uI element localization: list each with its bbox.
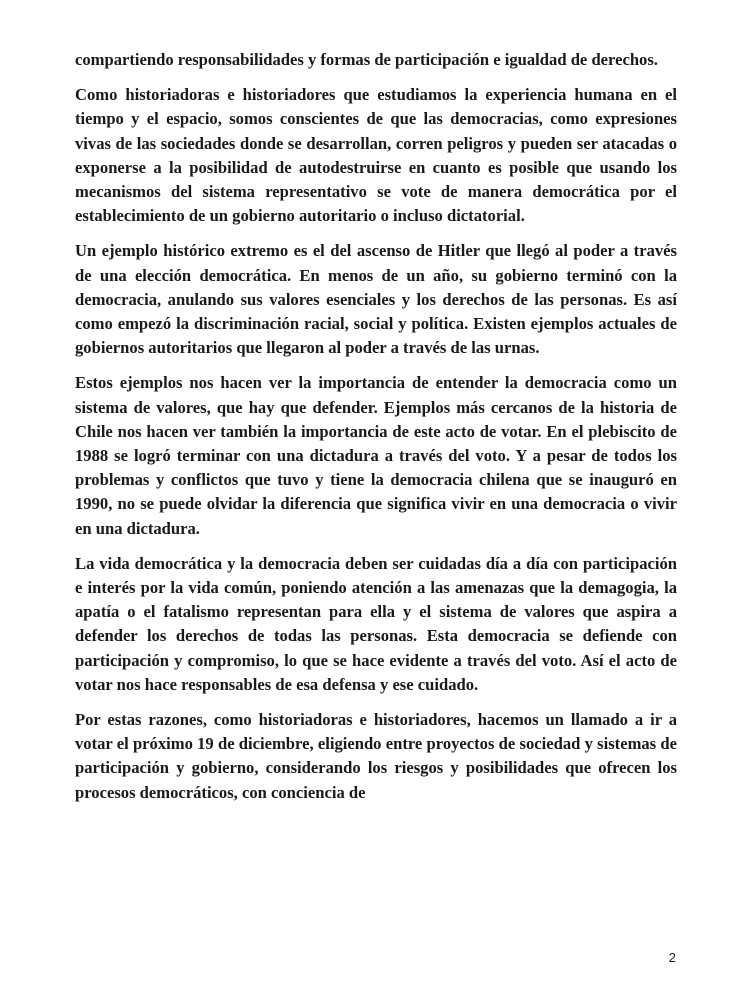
paragraph-4: Estos ejemplos nos hacen ver la importancia de entender la democracia como un sistema de valores, que hay que defender. Ejemplos más cercanos de la historia de Chile nos hacen ver también la importancia de este acto de votar. En el plebiscito de 1988 se logró terminar con una dictadura a través del voto. Y a pesar de todos los problemas y conflictos que tuvo y tiene la democracia chilena que se inauguró en 1990, no se puede olvidar la diferencia que significa vivir en una democracia o vivir en una dictadura. xyxy=(75,373,677,538)
body-text xyxy=(75,48,677,816)
paragraph-5: La vida democrática y la democracia deben ser cuidadas día a día con participación e interés por la vida común, poniendo atención a las amenazas que la demagogia, la apatía o el fatalismo representan para ella y el sistema de valores que aspira a defender los derechos de todas las personas. Esta democracia se defiende con participación y compromiso, lo que se hace evidente a través del voto. Así el acto de votar nos hace responsables de esa defensa y ese cuidado. xyxy=(75,553,677,694)
paragraph-2: Como historiadoras e historiadores que estudiamos la experiencia humana en el tiempo y el espacio, somos conscientes de que las democracias, como expresiones vivas de las sociedades donde se desarrollan, corren peligros y pueden ser atacadas o exponerse a la posibilidad de autodestruirse en cuanto es posible que usando los mecanismos del sistema representativo se vote de manera democrática por el establecimiento de un gobierno autoritario o incluso dictatorial. xyxy=(75,85,677,226)
paragraph-1: compartiendo responsabilidades y formas de participación e igualdad de derechos. xyxy=(75,50,658,69)
paragraph-6: Por estas razones, como historiadoras e historiadores, hacemos un llamado a ir a votar el próximo 19 de diciembre, eligiendo entre proyectos de sociedad y sistemas de participación y gobierno, considerando los riesgos y posibilidades que ofrecen los procesos democráticos, con conciencia de xyxy=(75,710,677,802)
page-number: 2 xyxy=(668,950,676,965)
paragraph-3: Un ejemplo histórico extremo es el del ascenso de Hitler que llegó al poder a través de una elección democrática. En menos de un año, su gobierno terminó con la democracia, anulando sus valores esenciales y los derechos de las personas. Es así como empezó la discriminación racial, social y política. Existen ejemplos actuales de gobiernos autoritarios que llegaron al poder a través de las urnas. xyxy=(75,241,677,358)
